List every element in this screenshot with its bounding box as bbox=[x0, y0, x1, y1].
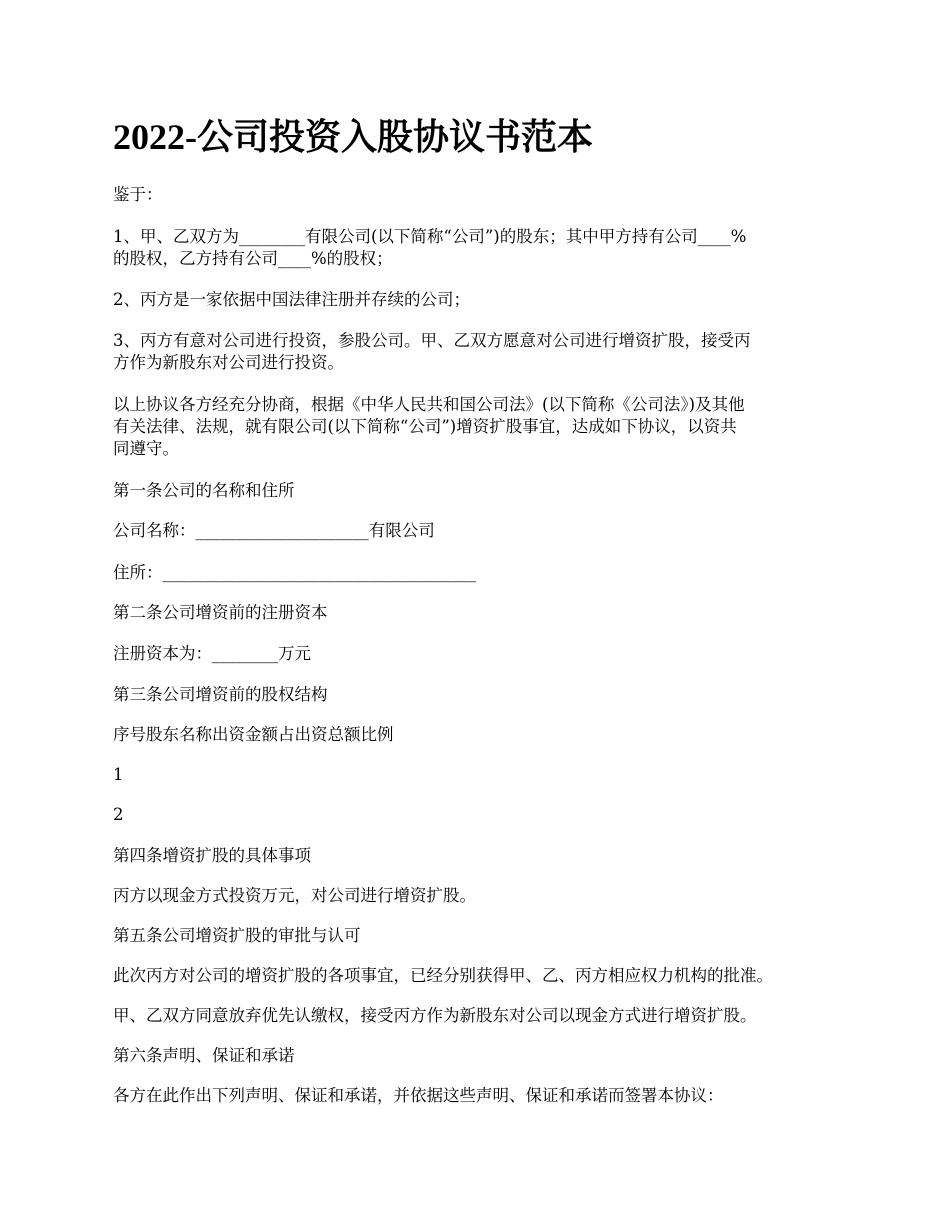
paragraph-line: 第一条公司的名称和住所 bbox=[113, 481, 295, 500]
shareholding-table-header bbox=[113, 724, 394, 746]
paragraph-line: 第二条公司增资前的注册资本 bbox=[113, 603, 328, 622]
paragraph-line: 有关法律、法规，就有限公司(以下简称“公司”)增资扩股事宜，达成如下协议，以资共 bbox=[113, 417, 737, 436]
article-4-body bbox=[113, 885, 476, 907]
paragraph-line: 甲、乙双方同意放弃优先认缴权，接受丙方作为新股东对公司以现金方式进行增资扩股。 bbox=[113, 1006, 757, 1025]
paragraph-line: 1 bbox=[113, 765, 124, 784]
paragraph-line: 2 bbox=[113, 805, 124, 824]
article-1-heading bbox=[113, 480, 295, 502]
article-5-heading bbox=[113, 925, 361, 947]
paragraph-line: 2、丙方是一家依据中国法律注册并存续的公司； bbox=[113, 290, 470, 309]
paragraph-line: 此次丙方对公司的增资扩股的各项事宜，已经分别获得甲、乙、丙方相应权力机构的批准。 bbox=[113, 966, 773, 985]
shareholding-row-1 bbox=[113, 764, 124, 786]
article-3-heading bbox=[113, 684, 328, 706]
article-5-body-1 bbox=[113, 965, 773, 987]
shareholding-row-2 bbox=[113, 804, 124, 826]
paragraph-line: 序号股东名称出资金额占出资总额比例 bbox=[113, 725, 394, 744]
paragraph-line: 住所：______________________________________ bbox=[113, 563, 476, 582]
paragraph-line: 第四条增资扩股的具体事项 bbox=[113, 846, 311, 865]
paragraph-line: 各方在此作出下列声明、保证和承诺，并依据这些声明、保证和承诺而签署本协议： bbox=[113, 1086, 724, 1105]
article-6-heading bbox=[113, 1045, 295, 1067]
paragraph-line: 公司名称：_____________________有限公司 bbox=[113, 521, 435, 540]
paragraph-recitals-intro bbox=[113, 184, 163, 206]
registered-capital-line bbox=[113, 643, 311, 665]
paragraph-recital-2 bbox=[113, 289, 470, 311]
paragraph-line: 以上协议各方经充分协商，根据《中华人民共和国公司法》(以下简称《公司法》)及其他 bbox=[113, 395, 745, 414]
company-name-line bbox=[113, 520, 435, 542]
article-6-body bbox=[113, 1085, 724, 1107]
paragraph-line: 同遵守。 bbox=[113, 439, 179, 458]
article-5-body-2 bbox=[113, 1005, 757, 1027]
paragraph-line: 方作为新股东对公司进行投资。 bbox=[113, 353, 344, 372]
paragraph-line: 1、甲、乙双方为________有限公司(以下简称“公司”)的股东；其中甲方持有公司____% bbox=[113, 227, 747, 246]
paragraph-line: 第六条声明、保证和承诺 bbox=[113, 1046, 295, 1065]
paragraph-line: 的股权，乙方持有公司____%的股权； bbox=[113, 249, 393, 268]
paragraph-line: 第五条公司增资扩股的审批与认可 bbox=[113, 926, 361, 945]
company-address-line bbox=[113, 562, 476, 584]
document-title: 2022-公司投资入股协议书范本 bbox=[113, 117, 593, 157]
paragraph-recital-1 bbox=[113, 226, 746, 270]
article-4-heading bbox=[113, 845, 311, 867]
paragraph-line: 3、丙方有意对公司进行投资，参股公司。甲、乙双方愿意对公司进行增资扩股，接受丙 bbox=[113, 331, 751, 350]
article-2-heading bbox=[113, 602, 328, 624]
paragraph-line: 第三条公司增资前的股权结构 bbox=[113, 685, 328, 704]
paragraph-line: 注册资本为：________万元 bbox=[113, 644, 311, 663]
paragraph-line: 丙方以现金方式投资万元，对公司进行增资扩股。 bbox=[113, 886, 476, 905]
paragraph-recital-3 bbox=[113, 330, 751, 374]
paragraph-agreement-basis bbox=[113, 394, 745, 460]
paragraph-line: 鉴于： bbox=[113, 185, 163, 204]
